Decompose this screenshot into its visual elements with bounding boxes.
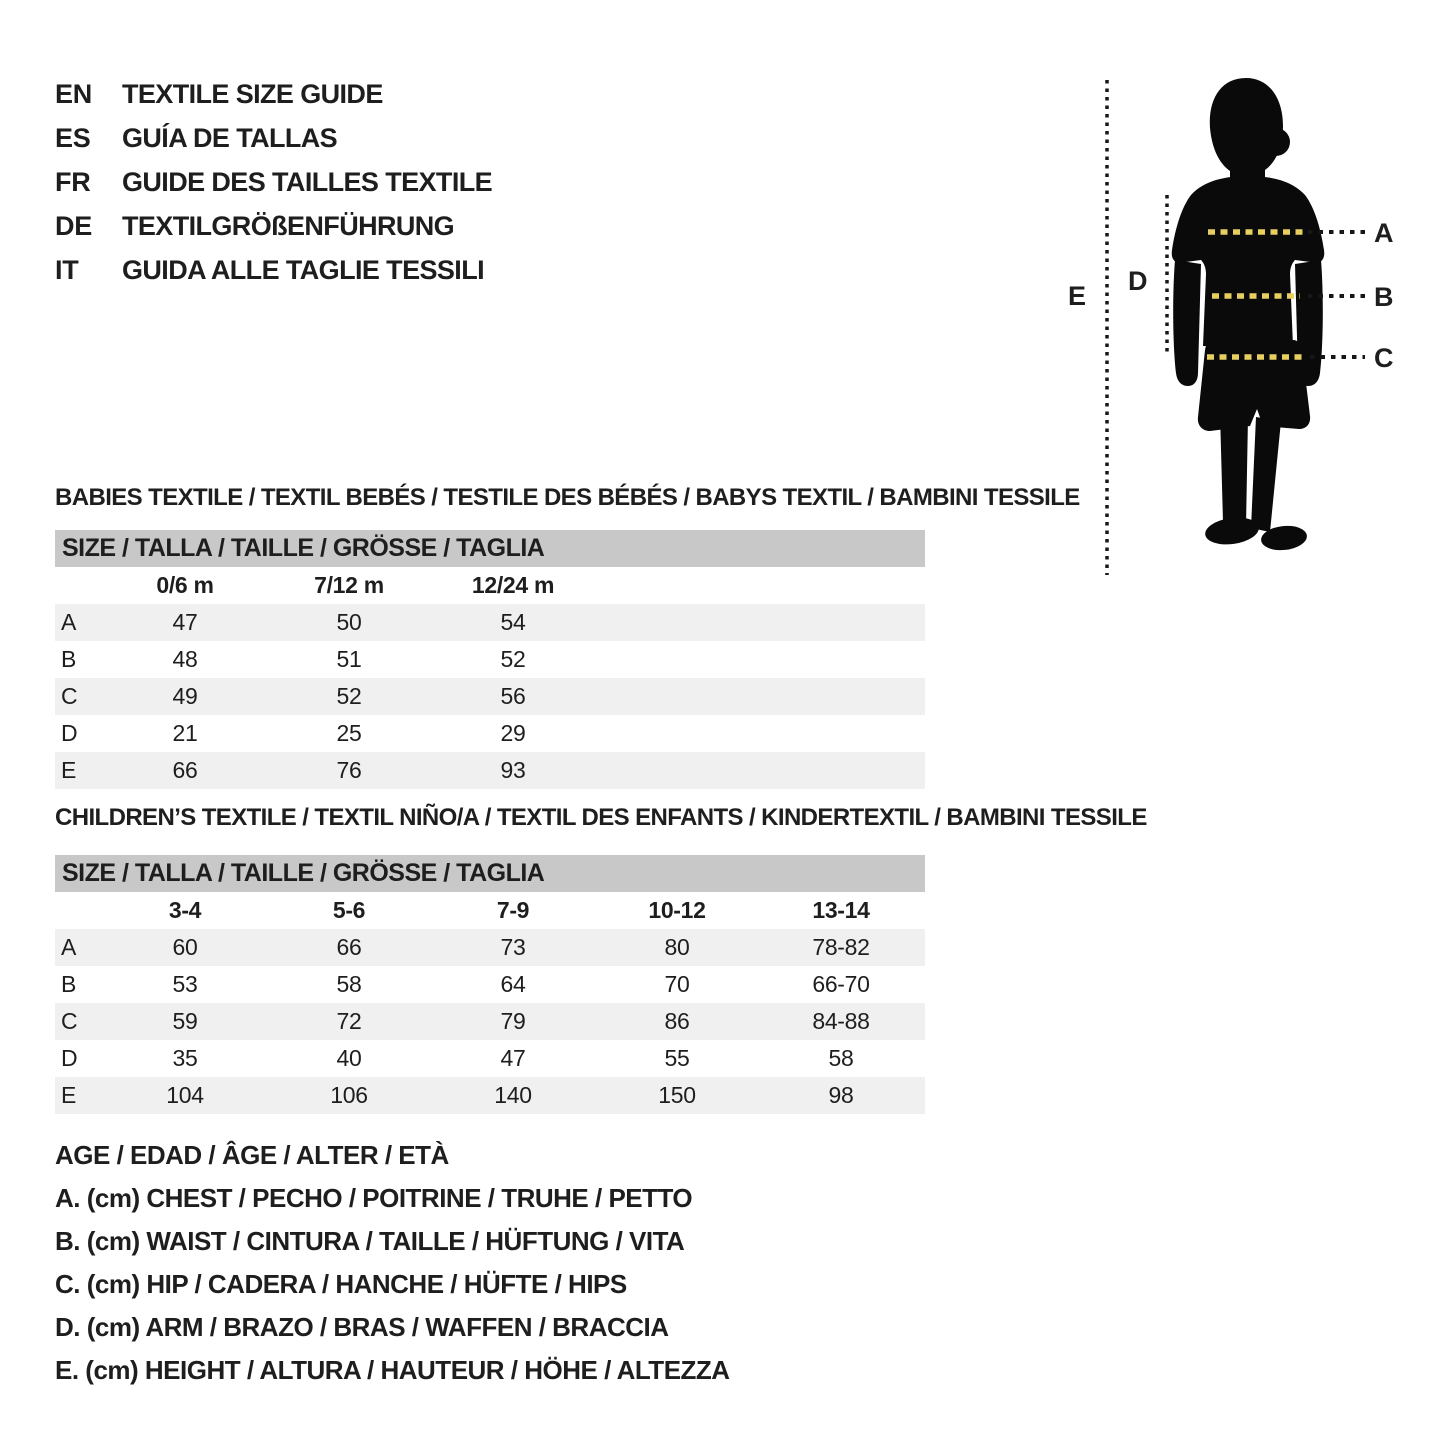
row-label: A — [61, 609, 77, 635]
column-header: 5-6 — [332, 897, 366, 923]
child-silhouette — [1172, 78, 1325, 552]
legend-age: AGE / EDAD / ÂGE / ALTER / ETÀ — [55, 1140, 449, 1170]
language-title-list — [55, 72, 492, 292]
column-header: 3-4 — [168, 897, 202, 923]
measurement-figure — [1060, 68, 1405, 583]
row-label: D — [61, 1045, 78, 1071]
value-cell: 66 — [336, 934, 362, 960]
legend-hip: C. (cm) HIP / CADERA / HANCHE / HÜFTE / HIPS — [55, 1269, 627, 1299]
language-title: TEXTILGRÖßENFÜHRUNG — [122, 210, 455, 241]
value-cell: 73 — [500, 934, 526, 960]
babies-size-table — [55, 530, 925, 789]
value-cell: 58 — [336, 971, 362, 997]
value-cell: 106 — [330, 1082, 368, 1108]
value-cell: 72 — [336, 1008, 362, 1034]
row-label: B — [61, 646, 77, 672]
measure-label-c: C — [1374, 343, 1394, 373]
value-cell: 104 — [166, 1082, 204, 1108]
value-cell: 80 — [664, 934, 690, 960]
row-label: E — [61, 757, 77, 783]
row-label: B — [61, 971, 77, 997]
language-row-de — [55, 204, 492, 248]
measure-label-d: D — [1128, 266, 1148, 296]
column-header: 7/12 m — [314, 572, 384, 598]
row-label: C — [61, 1008, 78, 1034]
value-cell: 84-88 — [812, 1008, 870, 1034]
value-cell: 140 — [494, 1082, 532, 1108]
value-cell: 49 — [172, 683, 198, 709]
table-row-d — [55, 715, 925, 752]
legend-height: E. (cm) HEIGHT / ALTURA / HAUTEUR / HÖHE / ALTEZZA — [55, 1355, 730, 1385]
measure-label-e: E — [1068, 281, 1086, 311]
measure-label-b: B — [1374, 282, 1394, 312]
value-cell: 66-70 — [812, 971, 870, 997]
column-header: 7-9 — [496, 897, 530, 923]
child-silhouette-diagram — [1060, 68, 1405, 583]
legend-arm: D. (cm) ARM / BRAZO / BRAS / WAFFEN / BRACCIA — [55, 1312, 669, 1342]
language-row-en — [55, 72, 492, 116]
value-cell: 54 — [500, 609, 526, 635]
column-header: 13-14 — [812, 897, 870, 923]
value-cell: 150 — [658, 1082, 696, 1108]
language-code: IT — [55, 254, 79, 285]
value-cell: 58 — [828, 1045, 854, 1071]
language-code: FR — [55, 166, 91, 197]
value-cell: 51 — [336, 646, 362, 672]
table-row-a — [55, 929, 925, 966]
language-row-it — [55, 248, 492, 292]
value-cell: 76 — [336, 757, 362, 783]
children-table-header: SIZE / TALLA / TAILLE / GRÖSSE / TAGLIA — [55, 855, 925, 892]
column-header: 12/24 m — [471, 572, 555, 598]
value-cell: 47 — [172, 609, 198, 635]
language-title: TEXTILE SIZE GUIDE — [122, 78, 383, 109]
value-cell: 64 — [500, 971, 526, 997]
table-row-b — [55, 641, 925, 678]
value-cell: 66 — [172, 757, 198, 783]
language-code: EN — [55, 78, 92, 109]
language-code: DE — [55, 210, 92, 241]
column-header: 10-12 — [648, 897, 706, 923]
table-row-b — [55, 966, 925, 1003]
table-row-c — [55, 1003, 925, 1040]
value-cell: 93 — [500, 757, 526, 783]
table-row-c — [55, 678, 925, 715]
measure-label-a: A — [1374, 218, 1394, 248]
row-label: D — [61, 720, 78, 746]
babies-table-header: SIZE / TALLA / TAILLE / GRÖSSE / TAGLIA — [55, 530, 925, 567]
table-row-e — [55, 1077, 925, 1114]
language-title: GUÍA DE TALLAS — [122, 122, 338, 153]
value-cell: 55 — [664, 1045, 690, 1071]
legend-waist: B. (cm) WAIST / CINTURA / TAILLE / HÜFTUNG / VITA — [55, 1226, 685, 1256]
value-cell: 47 — [500, 1045, 526, 1071]
children-size-table — [55, 855, 925, 1114]
table-row-e — [55, 752, 925, 789]
babies-column-header-row — [55, 567, 925, 604]
row-label: A — [61, 934, 77, 960]
measurement-legend — [55, 1134, 730, 1392]
value-cell: 29 — [500, 720, 526, 746]
language-title: GUIDA ALLE TAGLIE TESSILI — [122, 254, 484, 285]
value-cell: 86 — [664, 1008, 690, 1034]
value-cell: 98 — [828, 1082, 854, 1108]
value-cell: 21 — [172, 720, 198, 746]
value-cell: 59 — [172, 1008, 198, 1034]
value-cell: 53 — [172, 971, 198, 997]
language-row-es — [55, 116, 492, 160]
language-title: GUIDE DES TAILLES TEXTILE — [122, 166, 493, 197]
value-cell: 52 — [336, 683, 362, 709]
children-column-header-row — [55, 892, 925, 929]
value-cell: 56 — [500, 683, 526, 709]
value-cell: 35 — [172, 1045, 198, 1071]
children-section-title: CHILDREN’S TEXTILE / TEXTIL NIÑO/A / TEXTIL DES ENFANTS / KINDERTEXTIL / BAMBINI TESSILE — [55, 804, 1147, 831]
value-cell: 52 — [500, 646, 526, 672]
value-cell: 60 — [172, 934, 198, 960]
value-cell: 25 — [336, 720, 362, 746]
value-cell: 48 — [172, 646, 198, 672]
value-cell: 70 — [664, 971, 690, 997]
value-cell: 50 — [336, 609, 362, 635]
value-cell: 40 — [336, 1045, 362, 1071]
babies-section-title: BABIES TEXTILE / TEXTIL BEBÉS / TESTILE DES BÉBÉS / BABYS TEXTIL / BAMBINI TESSILE — [55, 484, 1080, 511]
language-code: ES — [55, 122, 91, 153]
value-cell: 79 — [500, 1008, 526, 1034]
table-row-a — [55, 604, 925, 641]
row-label: C — [61, 683, 78, 709]
column-header: 0/6 m — [156, 572, 214, 598]
table-row-d — [55, 1040, 925, 1077]
language-row-fr — [55, 160, 492, 204]
row-label: E — [61, 1082, 77, 1108]
value-cell: 78-82 — [812, 934, 870, 960]
legend-chest: A. (cm) CHEST / PECHO / POITRINE / TRUHE / PETTO — [55, 1183, 693, 1213]
